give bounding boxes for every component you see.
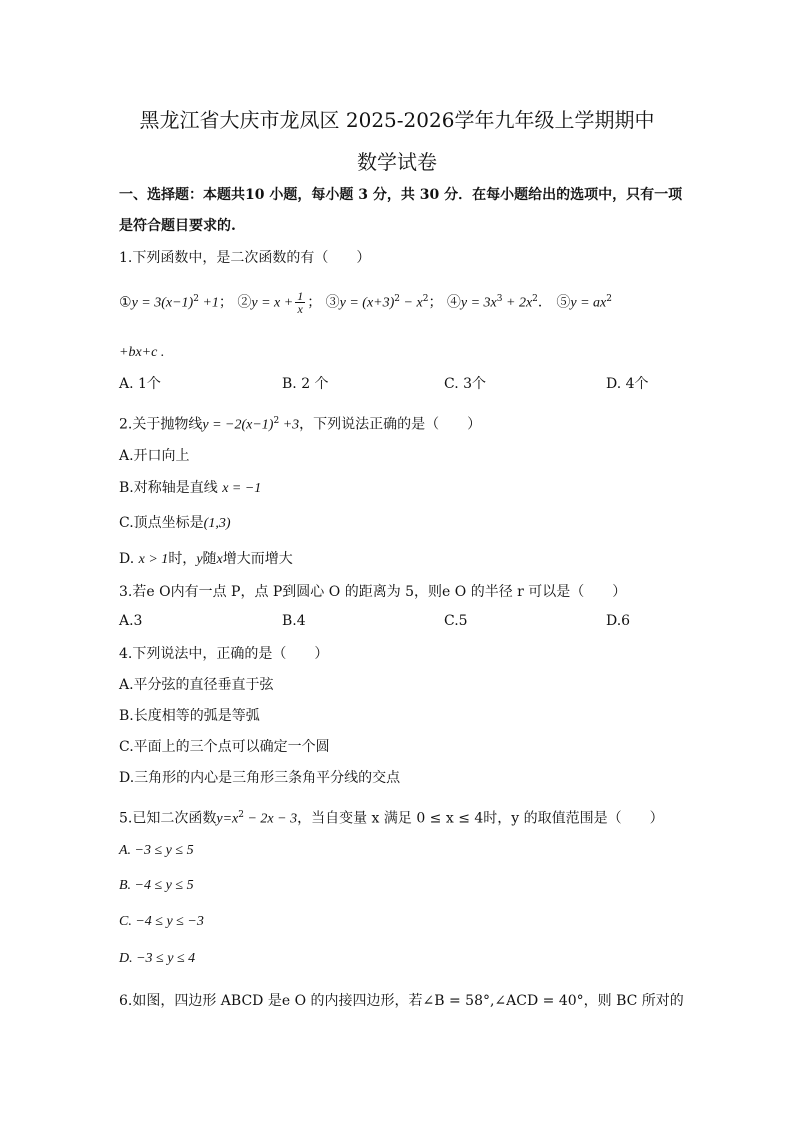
q2-option-a: A.开口向上 bbox=[119, 448, 190, 464]
q2-expr-tail: +3 bbox=[279, 417, 300, 433]
f3-exponent: 2 bbox=[394, 294, 401, 304]
q3-option-b: B.4 bbox=[282, 613, 306, 629]
f1-exponent: 2 bbox=[193, 294, 199, 304]
q2-option-d-text3: 增大而增大 bbox=[222, 551, 293, 567]
q2-option-d-text1: 时， bbox=[168, 551, 197, 567]
f1-tail: +1 bbox=[198, 295, 219, 311]
question-3-stem: 3.若e O内有一点 P，点 P到圆心 O 的距离为 5，则e O 的半径 r 可以是（ ） bbox=[119, 584, 627, 600]
section-heading-cont: 是符合题目要求的. bbox=[119, 218, 236, 234]
f2-number: ② bbox=[237, 294, 252, 311]
q3-option-a: A.3 bbox=[119, 613, 143, 629]
q5-expr: y=x bbox=[216, 811, 239, 827]
q1-option-d: D. 4个 bbox=[606, 376, 649, 392]
exam-subtitle: 数学试卷 bbox=[357, 150, 437, 174]
question-1-functions bbox=[119, 290, 612, 315]
q2-option-c-math: (1,3) bbox=[203, 516, 231, 531]
exam-title: 黑龙江省大庆市龙凤区 2025-2026学年九年级上学期期中 bbox=[139, 108, 655, 132]
q5-expr-tail: − 2x − 3 bbox=[243, 811, 298, 827]
q2-option-b bbox=[119, 479, 261, 498]
q2-option-d-text2: 随 bbox=[202, 551, 217, 567]
q5-stem-a: 5.已知二次函数 bbox=[119, 810, 217, 827]
q2-option-d-prefix: D. bbox=[119, 551, 139, 567]
q2-option-d-math1: x > 1 bbox=[138, 552, 169, 567]
f5-exponent: 2 bbox=[606, 294, 612, 304]
f3-number: ③ bbox=[325, 294, 340, 311]
section-heading: 一、选择题：本题共10 小题，每小题 3 分，共 30 分．在每小题给出的选项中，只有一项 bbox=[119, 187, 683, 203]
separator: ； bbox=[307, 294, 322, 311]
f5-continued: +bx+c . bbox=[119, 345, 165, 360]
f4-expr: y = 3x bbox=[460, 295, 497, 311]
frac-denominator: x bbox=[297, 302, 303, 317]
q5-option-a: A. −3 ≤ y ≤ 5 bbox=[119, 843, 194, 858]
q4-option-a: A.平分弦的直径垂直于弦 bbox=[119, 677, 274, 693]
q3-option-d: D.6 bbox=[606, 613, 631, 629]
q5-option-b: B. −4 ≤ y ≤ 5 bbox=[119, 878, 194, 893]
q2-expr: y = −2(x−1) bbox=[202, 417, 274, 433]
f1-number: ① bbox=[119, 294, 132, 311]
q4-option-c: C.平面上的三个点可以确定一个圆 bbox=[119, 739, 330, 755]
separator: ； bbox=[428, 294, 443, 311]
q3-option-c: C.5 bbox=[444, 613, 468, 629]
q4-option-d: D.三角形的内心是三角形三条角平分线的交点 bbox=[119, 770, 401, 786]
question-1-stem: 1.下列函数中，是二次函数的有（ ） bbox=[119, 250, 371, 266]
question-2-stem bbox=[119, 412, 481, 435]
f5-number: ⑤ bbox=[556, 294, 571, 311]
q1-option-c: C. 3个 bbox=[444, 376, 487, 392]
q2-option-d-math2: y bbox=[196, 552, 203, 567]
q2-option-d-math3: x bbox=[216, 552, 223, 567]
q5-option-c: C. −4 ≤ y ≤ −3 bbox=[119, 914, 204, 929]
f3-expr: y = (x+3) bbox=[339, 295, 395, 311]
f2-expr: y = x + bbox=[251, 295, 294, 311]
f5-expr: y = ax bbox=[570, 295, 607, 311]
q5-stem-b: ，当自变量 x 满足 0 ≤ x ≤ 4时，y 的取值范围是（ ） bbox=[297, 810, 664, 827]
q5-option-d: D. −3 ≤ y ≤ 4 bbox=[119, 951, 196, 966]
f4-number: ④ bbox=[446, 294, 461, 311]
separator: ． bbox=[537, 294, 552, 311]
q2-option-d bbox=[119, 550, 293, 569]
f3-tail-exponent: 2 bbox=[422, 294, 429, 304]
f4-tail-exponent: 2 bbox=[532, 294, 538, 304]
question-6-stem: 6.如图，四边形 ABCD 是e O 的内接四边形，若∠B = 58°,∠ACD = 40°，则 BC 所对的 bbox=[119, 993, 684, 1009]
f3-tail: − x bbox=[400, 295, 423, 311]
q5-exponent: 2 bbox=[238, 810, 244, 820]
f1-expr: y = 3(x−1) bbox=[131, 295, 194, 311]
f4-exponent: 3 bbox=[496, 294, 503, 304]
q2-option-c bbox=[119, 514, 231, 533]
frac-numerator: 1 bbox=[297, 289, 304, 304]
f4-tail: + 2x bbox=[502, 295, 533, 311]
f2-fraction bbox=[295, 290, 305, 315]
question-4-stem: 4.下列说法中，正确的是（ ） bbox=[119, 646, 329, 662]
question-5-stem bbox=[119, 806, 664, 829]
q4-option-b: B.长度相等的弧是等弧 bbox=[119, 708, 260, 724]
q2-option-b-math: x = −1 bbox=[222, 481, 262, 496]
separator: ； bbox=[218, 294, 233, 311]
q1-option-b: B. 2 个 bbox=[282, 376, 329, 392]
q2-option-b-text: B.对称轴是直线 bbox=[119, 480, 218, 496]
q1-option-a: A. 1个 bbox=[119, 376, 161, 392]
q2-stem-b: ，下列说法正确的是（ ） bbox=[299, 416, 482, 433]
q2-exponent: 2 bbox=[273, 416, 280, 426]
q2-option-c-text: C.顶点坐标是 bbox=[119, 515, 204, 531]
q2-stem-a: 2.关于抛物线 bbox=[119, 416, 203, 433]
